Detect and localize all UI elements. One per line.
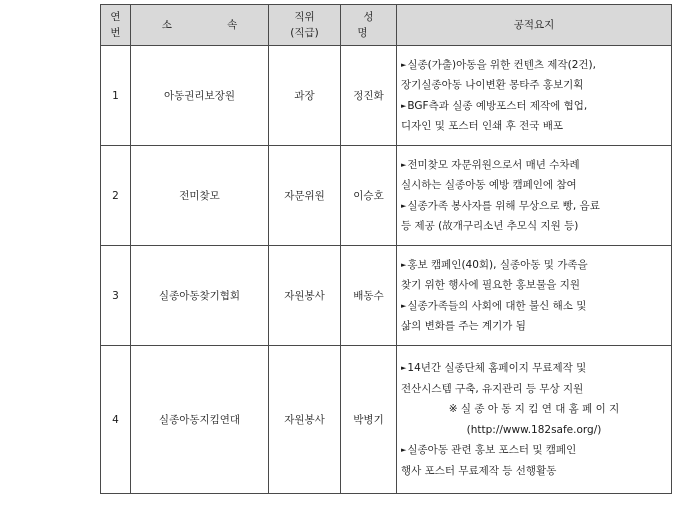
cell-name: 배동수 — [341, 246, 397, 346]
cell-serial-number: 4 — [101, 346, 131, 494]
summary-bullet-line: ► 실종가족들의 사회에 대한 불신 해소 및 — [401, 296, 667, 317]
header-summary-label: 공적요지 — [513, 19, 555, 31]
summary-line: 전산시스템 구축, 유지관리 등 무상 지원 — [401, 382, 584, 395]
cell-affiliation: 실종아동지킴연대 — [131, 346, 269, 494]
cell-affiliation: 전미찾모 — [131, 146, 269, 246]
cell-summary — [397, 146, 672, 246]
summary-line: 실시하는 실종아동 예방 캠페인에 참여 — [401, 179, 577, 191]
header-affiliation — [131, 5, 269, 46]
cell-summary — [397, 46, 672, 146]
cell-position: 과장 — [269, 46, 341, 146]
header-summary — [397, 5, 672, 46]
cell-position: 자원봉사 — [269, 346, 341, 494]
cell-position: 자원봉사 — [269, 246, 341, 346]
cell-summary — [397, 346, 672, 494]
table-body — [101, 46, 672, 494]
table-row — [101, 46, 672, 146]
homepage-note: ※ 실 종 아 동 지 킴 연 대 홈 페 이 지 — [448, 403, 620, 415]
cell-serial-number: 3 — [101, 246, 131, 346]
table-header — [101, 5, 672, 46]
header-position-line-1: 직위 — [294, 11, 315, 23]
summary-line: 행사 포스터 무료제작 등 선행활동 — [401, 464, 557, 477]
summary-bullet-line: ► 실종아동 관련 홍보 포스터 및 캠페인 — [401, 440, 667, 461]
summary-bullet-line: ► 홍보 캠페인(40회), 실종아동 및 가족을 — [401, 255, 667, 276]
awards-table — [100, 4, 672, 494]
summary-bullet-line: ► BGF측과 실종 예방포스터 제작에 협업, — [401, 96, 667, 117]
summary-bullet-line: ► 실종가족 봉사자를 위해 무상으로 빵, 음료 — [401, 196, 667, 217]
header-affiliation-label: 소 속 — [161, 19, 264, 31]
cell-serial-number: 2 — [101, 146, 131, 246]
cell-serial-number: 1 — [101, 46, 131, 146]
cell-affiliation: 실종아동찾기협회 — [131, 246, 269, 346]
summary-line: 삶의 변화를 주는 계기가 됨 — [401, 320, 526, 332]
header-name — [341, 5, 397, 46]
table-row — [101, 346, 672, 494]
summary-bullet-line: ► 14년간 실종단체 홈페이지 무료제작 및 — [401, 358, 667, 379]
summary-bullet-line: ► 실종(가출)아동을 위한 컨텐츠 제작(2건), — [401, 55, 667, 76]
table-row — [101, 146, 672, 246]
cell-affiliation: 아동권리보장원 — [131, 46, 269, 146]
summary-line: 장기실종아동 나이변환 몽타주 홍보기획 — [401, 79, 584, 91]
cell-summary — [397, 246, 672, 346]
table-row — [101, 246, 672, 346]
summary-line: 디자인 및 포스터 인쇄 후 전국 배포 — [401, 120, 564, 132]
cell-name: 박병기 — [341, 346, 397, 494]
header-name-label: 성 명 — [357, 11, 386, 39]
header-serial-line-1: 연 — [110, 11, 121, 23]
header-serial-number — [101, 5, 131, 46]
homepage-url: (http://www.182safe.org/) — [466, 423, 602, 436]
header-position — [269, 5, 341, 46]
cell-name: 이승호 — [341, 146, 397, 246]
summary-line: 등 제공 (故개구리소년 추모식 지원 등) — [401, 220, 579, 232]
header-serial-line-2: 번 — [110, 27, 121, 39]
header-position-line-2: (직급) — [290, 27, 319, 39]
cell-name: 정진화 — [341, 46, 397, 146]
summary-bullet-line: ► 전미찾모 자문위원으로서 매년 수차례 — [401, 155, 667, 176]
summary-line: 찾기 위한 행사에 필요한 홍보물을 지원 — [401, 279, 580, 291]
cell-position: 자문위원 — [269, 146, 341, 246]
